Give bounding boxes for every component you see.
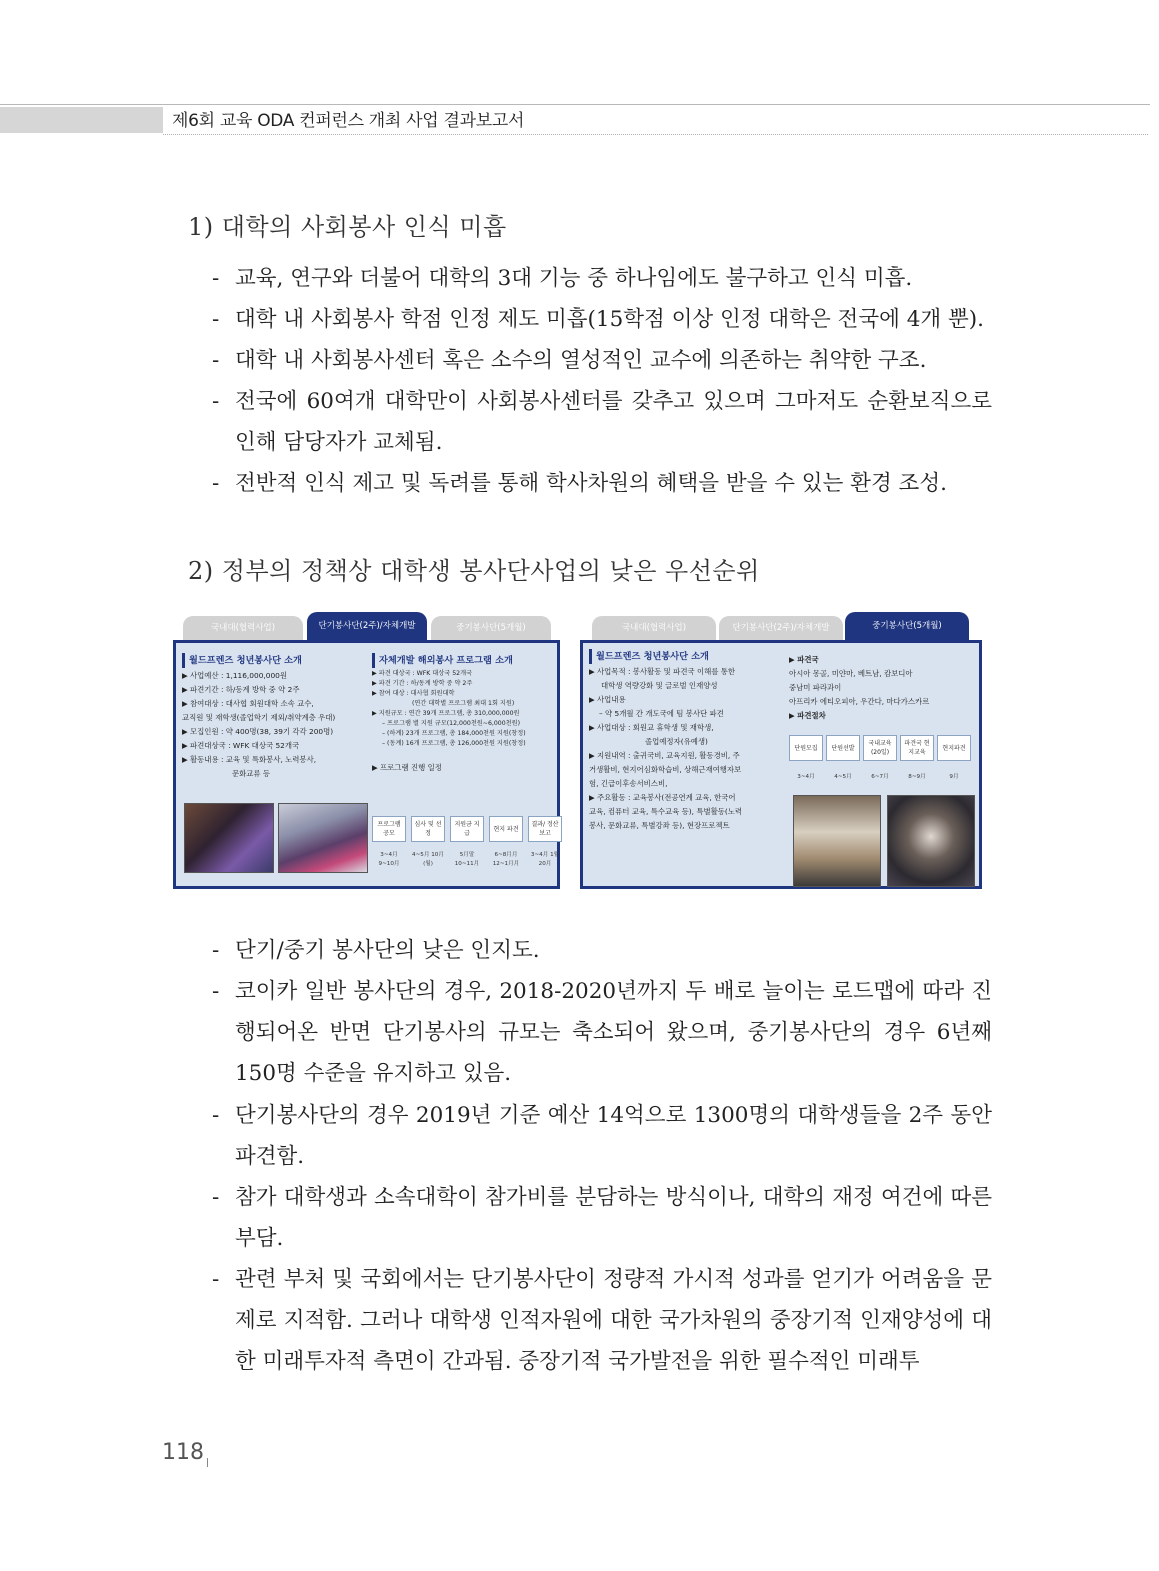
info-line: ▶ 참여 대상 : 대사협 회원대학 — [372, 690, 455, 697]
info-line: ▶ 파견절차 — [789, 711, 826, 720]
photo-gym-activity — [278, 803, 368, 873]
photo-group-students — [793, 795, 881, 887]
tab-short-term: 단기봉사단(2주)/자체개발 — [307, 612, 427, 640]
step-date: 5月말 10~11月 — [454, 852, 480, 867]
process-step: 현지파견 — [937, 735, 971, 761]
process-title: ▶ 프로그램 진행 일정 — [372, 763, 442, 772]
step-date: 4~5月 — [834, 774, 852, 780]
panel-tabs — [580, 612, 982, 640]
section2-bullet-2: - 코이카 일반 봉사단의 경우, 2018-2020년까지 두 배로 늘이는 로드맵에 따라 진행되어온 반면 단기봉사의 규모는 축소되어 왔으며, 중기봉사단의 경우 6년째 150명 수준을 유지하고 있음. — [212, 979, 992, 1086]
tab-domestic: 국내대(협력사업) — [592, 616, 716, 640]
info-line: ▶ 파견 대상국 : WFK 대상국 52개국 — [372, 670, 473, 677]
info-line: 아프리카 에티오피아, 우간다, 마다가스카르 — [789, 697, 930, 706]
step-date: 8~9月 — [908, 774, 926, 780]
section2-bullet-4: - 참가 대학생과 소속대학이 참가비를 분담하는 방식이나, 대학의 재정 여건에 따른 부담. — [212, 1185, 992, 1251]
info-line: – (하계) 23개 프로그램, 총 184,000천원 지원(창정) — [382, 730, 526, 737]
tab-short-term: 단기봉사단(2주)/자체개발 — [719, 616, 843, 640]
info-line: ▶ 지원내역 : 출귀국비, 교육지원, 활동경비, 주 — [589, 751, 740, 760]
step-date: 3~4月 9~10月 — [378, 852, 400, 867]
section1-bullet-5: - 전반적 인식 제고 및 독려를 통해 학사차원의 혜택을 받을 수 있는 환경 조성. — [212, 471, 947, 496]
process-step: 현지 파견 — [489, 816, 523, 842]
info-line: 대학생 역량강화 및 글로벌 인재양성 — [601, 681, 718, 690]
panel-tabs — [173, 612, 560, 640]
info-line: 중남미 파라과이 — [789, 683, 842, 692]
step-date: 3~4月 1월20月 — [530, 852, 560, 867]
figure-panel-right — [580, 612, 982, 889]
header-rule — [0, 104, 1150, 105]
process-step: 지원금 지급 — [450, 816, 484, 842]
info-line: 험, 긴급이후송서비스비, — [589, 779, 668, 788]
wfk-intro-column — [589, 649, 789, 833]
section2-bullet-3: - 단기봉사단의 경우 2019년 기준 예산 14억으로 1300명의 대학생들을 2주 동안 파견함. — [212, 1103, 992, 1169]
info-line: ▶ 파견대상국 : WFK 대상국 52개국 — [182, 741, 300, 750]
process-step: 단원선발 — [826, 735, 860, 761]
info-line: ▶ 사업예산 : 1,116,000,000원 — [182, 671, 287, 680]
step-date: 9月 — [949, 774, 959, 780]
tab-mid-term: 중기봉사단(5개월) — [845, 612, 969, 640]
tab-mid-term: 중기봉사단(5개월) — [431, 616, 551, 640]
info-line: 거생활비, 현지어심화학습비, 상해근재여행자보 — [589, 765, 742, 774]
info-line: ▶ 활동내용 : 교육 및 특화봉사, 노력봉사, — [182, 755, 317, 764]
photo-volunteers-left — [184, 803, 274, 873]
info-line: ▶ 참여대상 : 대사협 회원대학 소속 교수, — [182, 699, 314, 708]
info-line: – (동계) 16개 프로그램, 총 126,000천원 지원(창정) — [382, 740, 526, 747]
figure-panel-left — [173, 612, 560, 889]
info-line: 문화교류 등 — [232, 769, 271, 778]
info-line: 졸업예정자(유예생) — [645, 737, 708, 746]
process-step: 심사 및 선정 — [411, 816, 445, 842]
info-line: ▶ 주요활동 : 교육봉사(전공연계 교육, 한국어 — [589, 793, 736, 802]
header-dotted-rule — [163, 134, 1148, 135]
column-title: 월드프렌즈 청년봉사단 소개 — [589, 649, 789, 664]
wfk-intro-column — [182, 653, 362, 781]
info-line: ▶ 파견 기간 : 하/동계 방학 중 약 2주 — [372, 680, 473, 687]
section1-bullet-1: - 교육, 연구와 더불어 대학의 3대 기능 중 하나임에도 불구하고 인식 미흡. — [212, 266, 913, 291]
dispatch-info-column — [789, 653, 979, 723]
column-title: 월드프렌즈 청년봉사단 소개 — [182, 653, 362, 668]
self-dev-program-column — [372, 653, 557, 775]
process-step: 파견국 현지교육 — [900, 735, 934, 761]
info-line: 교육, 컴퓨터 교육, 특수교육 등), 특별활동(노력 — [589, 807, 743, 816]
dispatch-process-steps — [789, 735, 971, 761]
section2-bullet-1: - 단기/중기 봉사단의 낮은 인지도. — [212, 938, 540, 963]
info-line: ▶ 모집인원 : 약 400명(38, 39기 각각 200명) — [182, 727, 334, 736]
process-step: 프로그램 공모 — [372, 816, 406, 842]
step-date: 3~4月 — [797, 774, 815, 780]
info-line: ▶ 사업대상 : 회원교 휴학생 및 재학생, — [589, 723, 714, 732]
info-line: ▶ 사업목적 : 봉사활동 및 파견국 이해를 통한 — [589, 667, 735, 676]
process-step: 결과/ 정산보고 — [528, 816, 562, 842]
info-line: 교직원 및 재학생(졸업학기 제외/취약계층 우대) — [182, 713, 336, 722]
panel-body — [580, 640, 982, 889]
section2-heading: 2) 정부의 정책상 대학생 봉사단사업의 낮은 우선순위 — [188, 557, 760, 585]
process-step: 국내교육 (20일) — [863, 735, 897, 761]
panel-body — [173, 640, 560, 889]
section2-bullet-5: - 관련 부처 및 국회에서는 단기봉사단이 정량적 가시적 성과를 얻기가 어려움을 문제로 지적함. 그러나 대학생 인적자원에 대한 국가차원의 중장기적 인재양성에 대한 미래투자적 측면이 간과됨. 중장기적 국가발전을 위한 필수적인 미래투 — [212, 1267, 992, 1374]
process-step-dates — [789, 773, 971, 782]
page-number-bar — [207, 1458, 208, 1467]
info-line: – 프로그램 별 지원 규모(12,000천원~6,000천원) — [382, 720, 521, 727]
section1-bullet-4: - 전국에 60여개 대학만이 사회봉사센터를 갖추고 있으며 그마저도 순환보직으로 인해 담당자가 교체됨. — [212, 389, 992, 455]
running-title: 제6회 교육 ODA 컨퍼런스 개최 사업 결과보고서 — [172, 111, 525, 131]
tab-domestic: 국내대(협력사업) — [183, 616, 303, 640]
page-number: 118 — [162, 1440, 204, 1465]
section1-heading: 1) 대학의 사회봉사 인식 미흡 — [188, 213, 507, 241]
info-line: 아시아 몽골, 미얀마, 베트남, 캄보디아 — [789, 669, 913, 678]
section1-bullet-3: - 대학 내 사회봉사센터 혹은 소수의 열성적인 교수에 의존하는 취약한 구조. — [212, 348, 927, 373]
info-line: – 약 5개월 간 개도국에 팀 봉사단 파견 — [599, 709, 724, 718]
info-line: ▶ 파견기간 : 하/동계 방학 중 약 2주 — [182, 685, 300, 694]
process-step: 단원모집 — [789, 735, 823, 761]
process-step-dates — [372, 851, 562, 869]
photo-circle-students — [887, 795, 975, 887]
info-line: ▶ 지원규모 : 연간 39개 프로그램, 총 310,000,000원 — [372, 710, 520, 717]
info-line: (연간 대학별 프로그램 최대 1회 지원) — [412, 700, 515, 707]
program-process-steps — [372, 816, 562, 842]
header-gray-block — [0, 107, 163, 133]
column-title: 자체개발 해외봉사 프로그램 소개 — [372, 653, 557, 668]
step-date: 4~5月 10月(월) — [412, 852, 444, 867]
step-date: 6~8月月 12~1月月 — [492, 852, 520, 867]
section1-bullet-2: - 대학 내 사회봉사 학점 인정 제도 미흡(15학점 이상 인정 대학은 전국에 4개 뿐). — [212, 307, 984, 332]
info-line: ▶ 사업내용 — [589, 695, 626, 704]
info-line: ▶ 파견국 — [789, 655, 819, 664]
info-line: 봉사, 문화교류, 특별강좌 등), 현장프로젝트 — [589, 821, 730, 830]
step-date: 6~7月 — [871, 774, 889, 780]
